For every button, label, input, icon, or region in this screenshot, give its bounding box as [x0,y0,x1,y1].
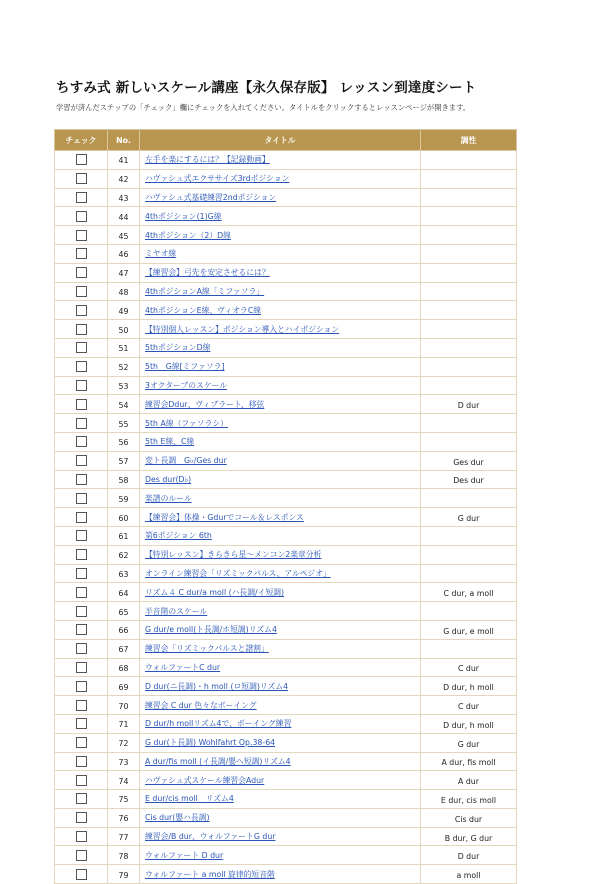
lesson-link[interactable]: ハヴァシュ式スケール練習会Adur [145,775,265,785]
title-cell [140,301,421,320]
check-cell [55,752,108,771]
lesson-number: 68 [108,658,140,677]
key-cell [421,320,517,339]
lesson-number: 69 [108,677,140,696]
lesson-link[interactable]: 第6ポジション 6th [145,531,212,541]
lesson-number: 76 [108,808,140,827]
lesson-link[interactable]: 5th G線[ミファソラ] [145,362,225,372]
key-cell [421,282,517,301]
title-cell [140,207,421,226]
lesson-link[interactable]: ハヴァシュ式エクササイズ3rdポジション [145,174,290,184]
title-cell [140,188,421,207]
table-row [55,639,517,658]
lesson-link[interactable]: ウォルファート a moll 旋律的短音階 [145,869,275,879]
table-row [55,282,517,301]
lesson-number: 51 [108,338,140,357]
completion-checkbox[interactable] [76,775,87,786]
lesson-number: 78 [108,846,140,865]
instructions-text: 学習が済んだステップの「チェック」欄にチェックを入れてください。タイトルをクリックするとレッスンページが開きます。 [56,103,471,112]
check-cell [55,677,108,696]
lesson-number: 56 [108,432,140,451]
table-row [55,414,517,433]
table-row [55,696,517,715]
check-cell [55,771,108,790]
completion-checkbox[interactable] [76,286,87,297]
key-cell: D dur, h moll [421,714,517,733]
lesson-link[interactable]: G dur(ト長調) Wohlfahrt Op.38-64 [145,738,276,748]
title-cell [140,470,421,489]
lesson-number: 47 [108,263,140,282]
title-cell [140,263,421,282]
title-cell [140,677,421,696]
key-cell [421,188,517,207]
lesson-number: 63 [108,564,140,583]
lesson-link[interactable]: Cis dur(嬰ハ長調) [145,813,210,823]
check-cell [55,658,108,677]
completion-checkbox[interactable] [76,606,87,617]
lesson-number: 67 [108,639,140,658]
key-cell [421,151,517,170]
title-cell [140,414,421,433]
title-cell [140,808,421,827]
lesson-number: 46 [108,244,140,263]
lesson-number: 70 [108,696,140,715]
lesson-number: 59 [108,489,140,508]
lesson-number: 55 [108,414,140,433]
lesson-link[interactable]: リズム４ C dur/a moll (ハ長調/イ短調) [145,587,285,597]
check-cell [55,301,108,320]
title-cell [140,395,421,414]
table-row [55,752,517,771]
key-cell [421,526,517,545]
title-cell [140,771,421,790]
lesson-number: 75 [108,790,140,809]
completion-checkbox[interactable] [76,342,87,353]
lesson-link[interactable]: 半音階のスケール [145,606,208,616]
table-row [55,188,517,207]
completion-checkbox[interactable] [76,718,87,729]
lesson-number: 54 [108,395,140,414]
lesson-number: 50 [108,320,140,339]
check-cell [55,639,108,658]
lesson-link[interactable]: 楽譜のルール [145,493,192,503]
check-cell [55,489,108,508]
lesson-number: 41 [108,151,140,170]
title-cell [140,226,421,245]
key-cell: C dur, a moll [421,583,517,602]
completion-checkbox[interactable] [76,474,87,485]
lesson-number: 52 [108,357,140,376]
completion-checkbox[interactable] [76,850,87,861]
completion-checkbox[interactable] [76,230,87,241]
check-cell [55,583,108,602]
completion-checkbox[interactable] [76,493,87,504]
check-cell [55,432,108,451]
table-row [55,827,517,846]
key-cell [421,376,517,395]
lesson-number: 79 [108,865,140,884]
key-cell: D dur, h moll [421,677,517,696]
title-cell [140,827,421,846]
key-cell: A dur, fis moll [421,752,517,771]
key-cell: D dur [421,395,517,414]
lesson-number: 53 [108,376,140,395]
lesson-link[interactable]: 練習会「リズミックパルスと譜割」 [145,644,269,654]
table-row [55,301,517,320]
title-cell [140,432,421,451]
lesson-link[interactable]: 4thポジション（2）D線 [145,230,231,240]
completion-checkbox[interactable] [76,512,87,523]
table-row [55,263,517,282]
key-cell: Des dur [421,470,517,489]
table-header-row [55,130,517,151]
key-cell [421,432,517,451]
table-row [55,545,517,564]
check-cell [55,470,108,489]
lesson-link[interactable]: 練習会/B dur、ウォルファートG dur [145,832,276,842]
check-cell [55,865,108,884]
completion-checkbox[interactable] [76,662,87,673]
key-cell [421,564,517,583]
completion-checkbox[interactable] [76,248,87,259]
lesson-progress-table [54,129,517,884]
title-cell [140,846,421,865]
completion-checkbox[interactable] [76,399,87,410]
lesson-link[interactable]: 5th E線、C線 [145,437,195,447]
completion-checkbox[interactable] [76,549,87,560]
completion-checkbox[interactable] [76,418,87,429]
table-row [55,395,517,414]
lesson-number: 64 [108,583,140,602]
key-cell: G dur [421,508,517,527]
lesson-number: 74 [108,771,140,790]
table-row [55,207,517,226]
key-cell [421,226,517,245]
check-cell [55,395,108,414]
lesson-link[interactable]: 練習会Ddur、ヴィブラート、移弦 [145,399,265,409]
lesson-link[interactable]: ハヴァシュ式基礎練習2ndポジション [145,192,277,202]
check-cell [55,244,108,263]
lesson-link[interactable]: オンライン練習会「リズミックパルス、アルペジオ」 [145,568,331,578]
column-header-key: 調性 [421,130,517,151]
key-cell [421,639,517,658]
lesson-link[interactable]: 4thポジションE線、ヴィオラC線 [145,305,262,315]
lesson-number: 77 [108,827,140,846]
completion-checkbox[interactable] [76,267,87,278]
completion-checkbox[interactable] [76,530,87,541]
table-row [55,376,517,395]
lesson-link[interactable]: ウォルファートC dur [145,662,221,672]
key-cell: G dur, e moll [421,620,517,639]
lesson-number: 62 [108,545,140,564]
lesson-number: 42 [108,169,140,188]
column-header-no: No. [108,130,140,151]
title-cell [140,489,421,508]
title-cell [140,545,421,564]
lesson-number: 72 [108,733,140,752]
lesson-link[interactable]: 3オクターブのスケール [145,380,228,390]
table-row [55,733,517,752]
lesson-link[interactable]: ミヤオ線 [145,249,177,259]
title-cell [140,583,421,602]
key-cell [421,338,517,357]
table-row [55,244,517,263]
lesson-link[interactable]: 【特別個人レッスン】ポジション導入とハイポジション [145,324,340,334]
page-title: ちすみ式 新しいスケール講座【永久保存版】 レッスン到達度シート [56,80,477,96]
completion-checkbox[interactable] [76,756,87,767]
lesson-number: 73 [108,752,140,771]
completion-checkbox[interactable] [76,154,87,165]
lesson-number: 66 [108,620,140,639]
title-cell [140,526,421,545]
title-cell [140,338,421,357]
lesson-link[interactable]: 練習会 C dur 色々なボーイング [145,700,257,710]
key-cell: Cis dur [421,808,517,827]
check-cell [55,714,108,733]
lesson-number: 57 [108,451,140,470]
title-cell [140,790,421,809]
check-cell [55,846,108,865]
lesson-link[interactable]: 4thポジション(1)G線 [145,211,222,221]
check-cell [55,620,108,639]
check-cell [55,226,108,245]
key-cell: G dur [421,733,517,752]
lesson-number: 45 [108,226,140,245]
lesson-link[interactable]: 【練習会】体操・Gdurでコール＆レスポンス [145,512,304,522]
check-cell [55,207,108,226]
key-cell [421,207,517,226]
completion-checkbox[interactable] [76,643,87,654]
title-cell [140,451,421,470]
title-cell [140,376,421,395]
completion-checkbox[interactable] [76,737,87,748]
completion-checkbox[interactable] [76,324,87,335]
lesson-link[interactable]: 5thポジションD線 [145,343,211,353]
column-header-check: チェック [55,130,108,151]
lesson-link[interactable]: 【特別レッスン】きらきら星～メンコン2楽章分析 [145,550,322,560]
title-cell [140,752,421,771]
lesson-link[interactable]: G dur/e moll(ト長調/ホ短調)リズム4 [145,625,277,635]
key-cell [421,489,517,508]
lesson-link[interactable]: A dur/fis moll (イ長調/嬰ヘ短調)リズム4 [145,756,291,766]
key-cell: E dur, cis moll [421,790,517,809]
completion-checkbox[interactable] [76,455,87,466]
check-cell [55,169,108,188]
table-row [55,526,517,545]
check-cell [55,696,108,715]
key-cell [421,414,517,433]
title-cell [140,244,421,263]
lesson-number: 71 [108,714,140,733]
check-cell [55,338,108,357]
lesson-link[interactable]: D dur(ニ長調)・h moll (ロ短調)リズム4 [145,681,289,691]
table-row [55,338,517,357]
lesson-link[interactable]: 左手を楽にするには？【記録動画】 [145,155,270,165]
title-cell [140,639,421,658]
lesson-number: 65 [108,602,140,621]
check-cell [55,808,108,827]
check-cell [55,151,108,170]
lesson-number: 43 [108,188,140,207]
key-cell [421,357,517,376]
table-row [55,846,517,865]
check-cell [55,188,108,207]
table-row [55,583,517,602]
lesson-link[interactable]: 4thポジションA線「ミファソラ」 [145,286,265,296]
completion-checkbox[interactable] [76,831,87,842]
completion-checkbox[interactable] [76,192,87,203]
lesson-link[interactable]: Des dur(D♭) [145,474,192,484]
key-cell [421,263,517,282]
table-row [55,564,517,583]
check-cell [55,733,108,752]
lesson-link[interactable]: 【練習会】弓先を安定させるには？ [145,268,270,278]
completion-checkbox[interactable] [76,700,87,711]
completion-checkbox[interactable] [76,380,87,391]
table-row [55,658,517,677]
key-cell [421,244,517,263]
table-row [55,357,517,376]
completion-checkbox[interactable] [76,436,87,447]
lesson-link[interactable]: D dur/h mollリズム4で、ボーイング練習 [145,719,292,729]
key-cell [421,301,517,320]
table-row [55,470,517,489]
title-cell [140,320,421,339]
title-cell [140,620,421,639]
lesson-number: 49 [108,301,140,320]
title-cell [140,282,421,301]
title-cell [140,714,421,733]
title-cell [140,508,421,527]
check-cell [55,320,108,339]
key-cell: D dur [421,846,517,865]
title-cell [140,865,421,884]
check-cell [55,263,108,282]
lesson-number: 44 [108,207,140,226]
title-cell [140,357,421,376]
completion-checkbox[interactable] [76,305,87,316]
key-cell: C dur [421,658,517,677]
title-cell [140,151,421,170]
title-cell [140,696,421,715]
check-cell [55,508,108,527]
completion-checkbox[interactable] [76,681,87,692]
table-row [55,771,517,790]
title-cell [140,733,421,752]
table-row [55,602,517,621]
key-cell [421,169,517,188]
lesson-link[interactable]: ウォルファート D dur [145,850,224,860]
table-row [55,808,517,827]
table-row [55,865,517,884]
table-row [55,320,517,339]
table-row [55,451,517,470]
check-cell [55,376,108,395]
check-cell [55,414,108,433]
table-row [55,714,517,733]
check-cell [55,827,108,846]
check-cell [55,564,108,583]
check-cell [55,790,108,809]
completion-checkbox[interactable] [76,812,87,823]
lesson-link[interactable]: E dur/cis moll リズム4 [145,794,234,804]
check-cell [55,602,108,621]
check-cell [55,545,108,564]
completion-checkbox[interactable] [76,173,87,184]
key-cell: a moll [421,865,517,884]
table-row [55,151,517,170]
lesson-number: 61 [108,526,140,545]
column-header-title: タイトル [140,130,421,151]
check-cell [55,357,108,376]
table-row [55,226,517,245]
table-row [55,489,517,508]
completion-checkbox[interactable] [76,568,87,579]
lesson-number: 48 [108,282,140,301]
title-cell [140,169,421,188]
table-row [55,508,517,527]
table-row [55,790,517,809]
completion-checkbox[interactable] [76,211,87,222]
table-row [55,677,517,696]
key-cell: B dur, G dur [421,827,517,846]
completion-checkbox[interactable] [76,869,87,880]
table-row [55,620,517,639]
lesson-link[interactable]: 変ト長調 G♭/Ges dur [145,456,227,466]
key-cell [421,602,517,621]
title-cell [140,564,421,583]
lesson-number: 58 [108,470,140,489]
key-cell: A dur [421,771,517,790]
completion-checkbox[interactable] [76,624,87,635]
completion-checkbox[interactable] [76,587,87,598]
lesson-number: 60 [108,508,140,527]
key-cell [421,545,517,564]
key-cell: Ges dur [421,451,517,470]
completion-checkbox[interactable] [76,361,87,372]
title-cell [140,602,421,621]
check-cell [55,451,108,470]
check-cell [55,526,108,545]
table-row [55,432,517,451]
check-cell [55,282,108,301]
title-cell [140,658,421,677]
lesson-link[interactable]: 5th A線（ファソラシ） [145,418,228,428]
key-cell: C dur [421,696,517,715]
completion-checkbox[interactable] [76,793,87,804]
table-row [55,169,517,188]
